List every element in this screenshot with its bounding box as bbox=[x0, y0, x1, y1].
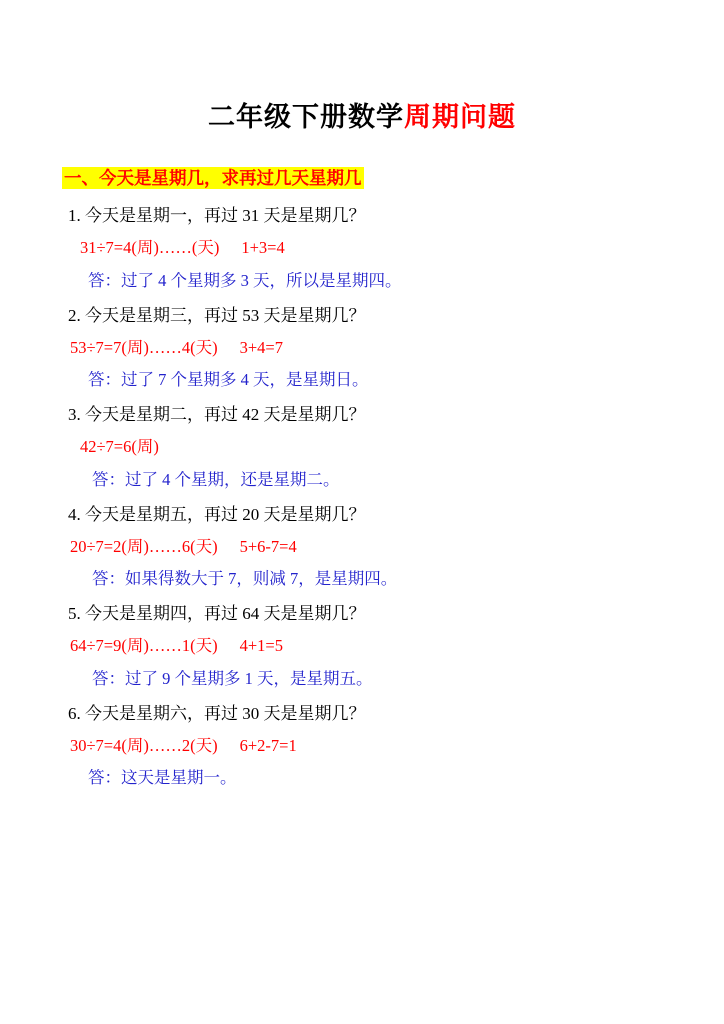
answer-text: 答：过了 4 个星期多 3 天，所以是星期四。 bbox=[88, 270, 402, 290]
work-left: 30÷7=4(周)……2(天) bbox=[70, 735, 218, 755]
work-left: 42÷7=6(周) bbox=[80, 437, 159, 457]
work-right: 4+1=5 bbox=[239, 636, 283, 656]
section-heading-text: 一、今天是星期几，求再过几天星期几 bbox=[64, 168, 362, 189]
question-text: 5. 今天是星期四，再过 64 天是星期几？ bbox=[68, 604, 366, 624]
work-line bbox=[62, 232, 662, 264]
answer-text: 答：如果得数大于 7，则减 7，是星期四。 bbox=[92, 569, 398, 589]
qa-item-1 bbox=[62, 199, 662, 296]
work-line bbox=[62, 730, 662, 762]
work-left: 20÷7=2(周)……6(天) bbox=[70, 536, 218, 556]
qa-item-3 bbox=[62, 398, 662, 495]
page-title-black: 二年级下册数学 bbox=[208, 102, 404, 132]
work-line bbox=[62, 431, 662, 463]
work-left: 64÷7=9(周)……1(天) bbox=[70, 636, 218, 656]
qa-item-4 bbox=[62, 498, 662, 595]
qa-item-2 bbox=[62, 299, 662, 396]
work-left: 53÷7=7(周)……4(天) bbox=[70, 337, 218, 357]
work-right: 1+3=4 bbox=[241, 238, 285, 258]
answer-text: 答：过了 4 个星期，还是星期二。 bbox=[92, 469, 340, 489]
qa-item-6 bbox=[62, 697, 662, 794]
question-text: 3. 今天是星期二，再过 42 天是星期几？ bbox=[68, 405, 366, 425]
answer-text: 答：这天是星期一。 bbox=[88, 768, 237, 788]
work-right: 5+6-7=4 bbox=[239, 536, 297, 556]
answer-text: 答：过了 7 个星期多 4 天，是星期日。 bbox=[88, 370, 369, 390]
work-line bbox=[62, 332, 662, 364]
question-text: 6. 今天是星期六，再过 30 天是星期几？ bbox=[68, 703, 366, 723]
answer-text: 答：过了 9 个星期多 1 天，是星期五。 bbox=[92, 668, 373, 688]
question-text: 1. 今天是星期一，再过 31 天是星期几？ bbox=[68, 206, 366, 226]
page-title bbox=[62, 100, 662, 135]
section-heading bbox=[62, 165, 662, 191]
page-title-red: 周期问题 bbox=[404, 102, 516, 132]
work-line bbox=[62, 531, 662, 563]
question-text: 4. 今天是星期五，再过 20 天是星期几？ bbox=[68, 504, 366, 524]
work-right: 3+4=7 bbox=[239, 337, 283, 357]
work-left: 31÷7=4(周)……(天) bbox=[80, 238, 220, 258]
work-line bbox=[62, 630, 662, 662]
work-right: 6+2-7=1 bbox=[239, 735, 297, 755]
question-text: 2. 今天是星期三，再过 53 天是星期几？ bbox=[68, 305, 366, 325]
qa-item-5 bbox=[62, 597, 662, 694]
